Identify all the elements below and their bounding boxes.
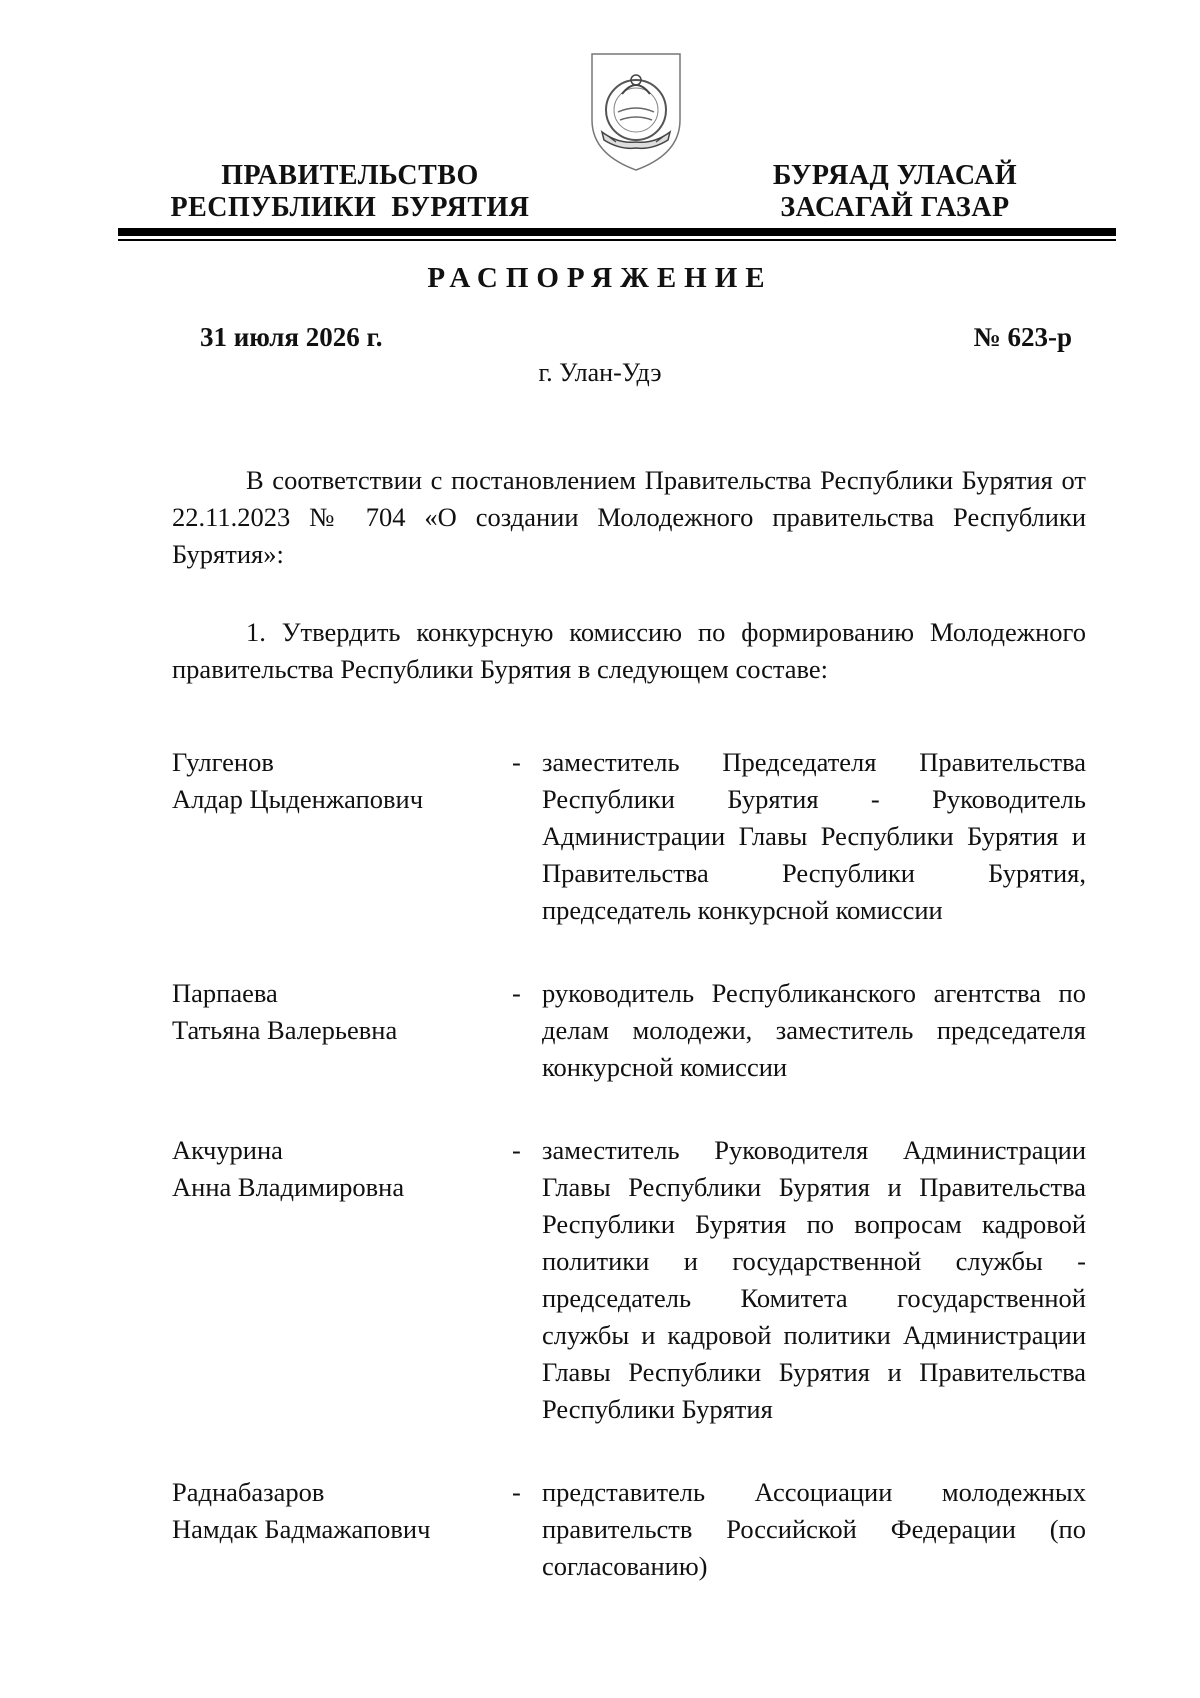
member-role: заместитель Руководителя Администрации Главы Республики Бурятия и Правительства Республики Бурятия по вопросам кадровой политики и государственной службы - председатель Комитета государственной службы и кадровой политики Администрации Главы Республики Бурятия и Правительства Республики Бурятия [542,1135,1086,1424]
document-type-title: РАСПОРЯЖЕНИЕ [427,262,773,294]
header-left-line1: ПРАВИТЕЛЬСТВО [221,160,479,191]
member-role: представитель Ассоциации молодежных правительств Российской Федерации (по согласованию) [542,1477,1086,1581]
header-rule-thick [118,228,1116,236]
member-name [172,744,512,929]
member-dash: - [512,1135,521,1165]
header-left-line2: РЕСПУБЛИКИ БУРЯТИЯ [170,192,530,223]
member-name [172,1132,512,1428]
member-row [172,1474,1086,1585]
member-surname: Раднабазаров [172,1477,325,1507]
member-dash: - [512,747,521,777]
member-given-names: Анна Владимировна [172,1172,405,1202]
member-surname: Гулгенов [172,747,274,777]
header-right-line1: БУРЯАД УЛАСАЙ [772,160,1018,191]
member-dash: - [512,1477,521,1507]
member-given-names: Намдак Бадмажапович [172,1514,431,1544]
member-dash: - [512,978,521,1008]
member-given-names: Алдар Цыденжапович [172,784,424,814]
member-given-names: Татьяна Валерьевна [172,1015,398,1045]
member-name [172,975,512,1086]
government-name-buryat [730,160,1060,224]
member-surname: Парпаева [172,978,278,1008]
member-row [172,744,1086,929]
document-date: 31 июля 2026 г. [200,322,383,352]
member-role: руководитель Республиканского агентства по делам молодежи, заместитель председателя конкурсной комиссии [542,978,1086,1082]
commission-members-list [172,744,1086,1631]
member-row [172,1132,1086,1428]
item-1-paragraph: 1. Утвердить конкурсную комиссию по формированию Молодежного правительства Республики Бурятия в следующем составе: [172,617,1086,684]
government-name-russian [140,160,560,224]
member-surname: Акчурина [172,1135,283,1165]
member-role: заместитель Председателя Правительства Республики Бурятия - Руководитель Администрации Главы Республики Бурятия и Правительства Республики Бурятия, председатель конкурсной комиссии [542,747,1086,925]
preamble-paragraph: В соответствии с постановлением Правительства Республики Бурятия от 22.11.2023 № 704 «О создании Молодежного правительства Республики Бурятия»: [172,465,1086,569]
header-right-line2: ЗАСАГАЙ ГАЗАР [780,192,1010,223]
member-row [172,975,1086,1086]
republic-coat-of-arms-icon [588,50,684,174]
document-number: № 623-р [973,322,1072,352]
document-city: г. Улан-Удэ [538,358,662,387]
header-rule-thin [118,239,1116,241]
member-name [172,1474,512,1585]
